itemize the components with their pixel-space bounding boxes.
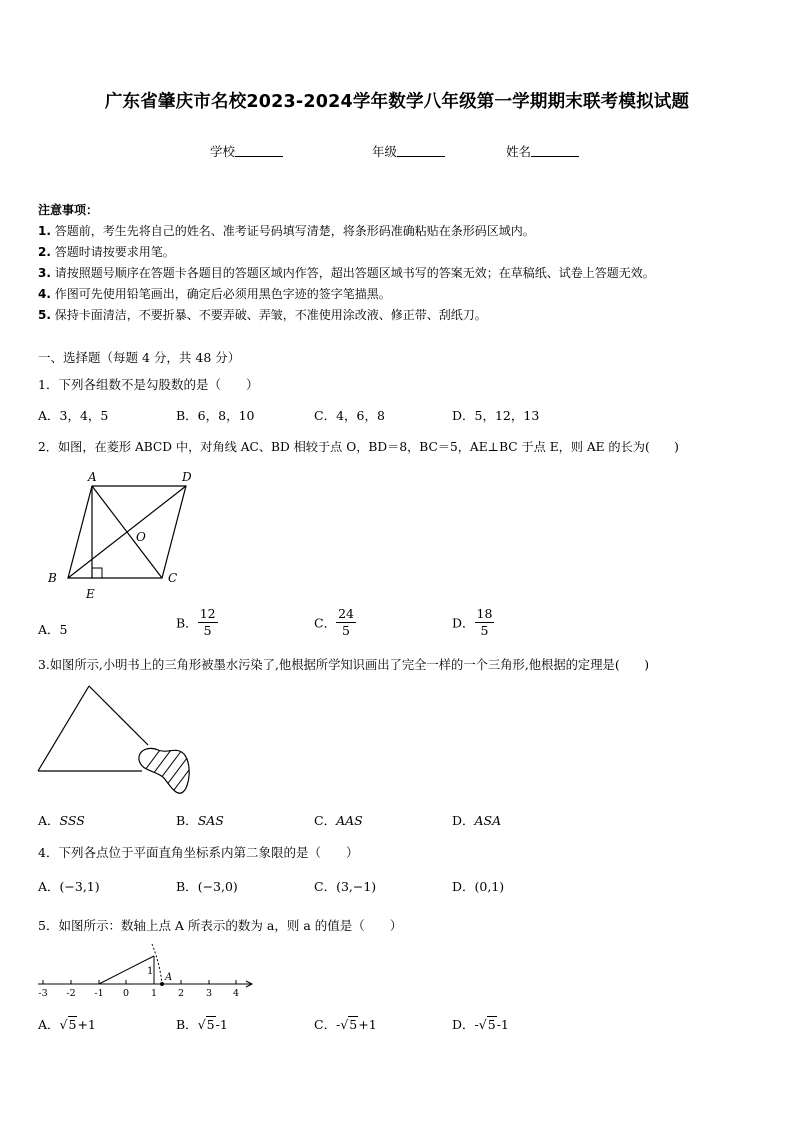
q2-stem: 2．如图，在菱形 ABCD 中，对角线 AC、BD 相较于点 O，BD＝8，BC＝5，AE⊥BC 于点 E，则 AE 的长为( ) [38, 440, 679, 454]
q3-option-c: C．AAS [314, 813, 363, 828]
point-a [160, 982, 164, 986]
label-e: E [86, 587, 95, 601]
ink-blot [139, 748, 189, 793]
q1-stem: 1．下列各组数不是勾股数的是（ ） [38, 377, 259, 392]
svg-text:-3: -3 [38, 988, 48, 999]
section-heading: 一、选择题（每题 4 分，共 48 分） [38, 350, 241, 365]
notice-heading: 注意事项： [38, 203, 99, 217]
grade-field: 年级 [372, 142, 445, 160]
q3-option-a: A．SSS [38, 813, 85, 828]
exam-title: 广东省肇庆市名校2023-2024学年数学八年级第一学期期末联考模拟试题 [104, 92, 690, 112]
q3-option-d: D．ASA [452, 813, 502, 828]
notice-section [38, 200, 655, 326]
q5-option-d: D．-√5-1 [452, 1017, 509, 1032]
svg-text:-1: -1 [94, 988, 104, 999]
notice-item: 1. 答题前，考生先将自己的姓名、准考证号码填写清楚，将条形码准确粘贴在条形码区域内。 [38, 224, 535, 238]
unit-label: 1 [147, 966, 154, 977]
label-d: D [182, 470, 192, 484]
label-a: A [88, 470, 97, 484]
notice-item: 5. 保持卡面清洁，不要折暴、不要弄破、弄皱，不准使用涂改液、修正带、刮纸刀。 [38, 308, 487, 322]
svg-text:4: 4 [232, 988, 240, 999]
svg-text:1: 1 [150, 988, 158, 999]
q2-option-c: C． $\frac{24}{5}$ [314, 606, 354, 638]
q5-stem: 5．如图所示：数轴上点 A 所表示的数为 a，则 a 的值是（ ） [38, 918, 403, 933]
q5-option-a: A．√5+1 [38, 1017, 96, 1032]
q1-option-d: D．5，12，13 [452, 408, 540, 423]
q2-option-d: D． $\frac{18}{5}$ [452, 606, 493, 638]
svg-text:3: 3 [205, 988, 213, 999]
q5-option-b: B．√5-1 [176, 1017, 228, 1032]
q4-option-c: C．(3,−1) [314, 879, 377, 894]
rhombus-figure [40, 465, 210, 605]
label-c: C [168, 571, 178, 585]
ink-triangle-figure [36, 682, 196, 798]
label-b: B [48, 571, 57, 585]
q4-option-d: D．(0,1) [452, 879, 505, 894]
label-o: O [136, 530, 146, 544]
q2-option-b: B． $\frac{12}{5}$ [176, 606, 216, 638]
notice-item: 3. 请按照题号顺序在答题卡各题目的答题区域内作答，超出答题区域书写的答案无效；在草稿纸、试卷上答题无效。 [38, 266, 655, 280]
q4-stem: 4．下列各点位于平面直角坐标系内第二象限的是（ ） [38, 845, 359, 860]
q3-option-b: B．SAS [176, 813, 224, 828]
q1-option-b: B．6，8，10 [176, 408, 255, 423]
name-field: 姓名 [506, 142, 579, 160]
svg-text:-2: -2 [66, 988, 76, 999]
triangle-side-right [89, 686, 148, 745]
q5-option-c: C．-√5+1 [314, 1017, 377, 1032]
q4-option-b: B．(−3,0) [176, 879, 238, 894]
q1-option-c: C．4，6，8 [314, 408, 385, 423]
label-point-a: A [165, 972, 173, 983]
hypotenuse-line [99, 956, 154, 984]
number-line-figure [34, 940, 264, 1002]
q4-option-a: A．(−3,1) [38, 879, 100, 894]
q2-option-a: A．5 [38, 622, 68, 637]
diagonal-bd [68, 486, 186, 578]
notice-item: 2. 答题时请按要求用笔。 [38, 245, 175, 259]
triangle-side-left [38, 686, 89, 771]
school-field: 学校 [210, 142, 283, 160]
right-angle-mark [92, 568, 102, 578]
notice-item: 4. 作图可先使用铅笔画出，确定后必须用黑色字迹的签字笔描黑。 [38, 287, 391, 301]
q1-option-a: A．3，4，5 [38, 408, 109, 423]
svg-text:0: 0 [122, 988, 130, 999]
svg-text:2: 2 [177, 988, 185, 999]
q3-stem: 3.如图所示,小明书上的三角形被墨水污染了,他根据所学知识画出了完全一样的一个三角形,他根据的定理是( ) [38, 658, 650, 672]
